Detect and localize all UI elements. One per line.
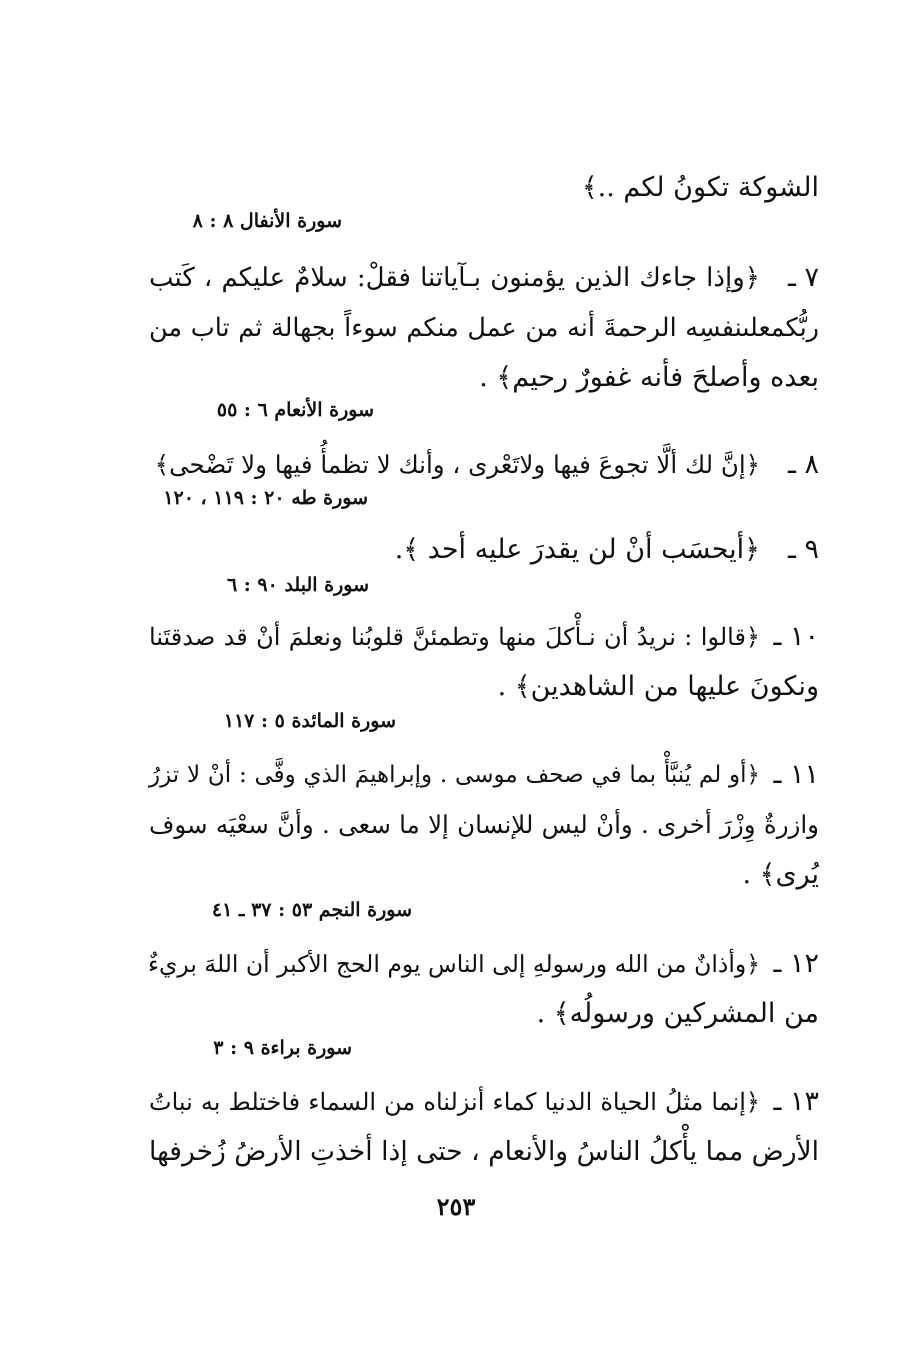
surah-reference: سورة الأنعام ٦ : ٥٥ xyxy=(216,399,374,421)
verse-line: يُرى﴾ . xyxy=(742,859,819,890)
verse-line: ربُّكمعلىنفسِه الرحمةَ أنه من عمل منكم سوءاً بجهالة ثم تاب من xyxy=(149,313,819,343)
verse-line: ﴿إنَّ لك ألَّا تجوعَ فيها ولاتَعْرى ، وأنك لا تظمأُ فيها ولا تَضْحى﴾ xyxy=(154,450,760,479)
page-number: ٢٥٣ xyxy=(436,1192,476,1221)
verse-line: بعده وأصلحَ فأنه غفورٌ رحيم﴾ . xyxy=(479,362,819,393)
verse-line: ﴿أو لم يُنبَّأْ بما في صحف موسى . وإبراهيمَ الذي وفَّى : أنْ لا تزرُ xyxy=(149,762,760,788)
verse-line: من المشركين ورسولُه﴾ . xyxy=(536,998,819,1029)
surah-reference: سورة الأنفال ٨ : ٨ xyxy=(192,210,342,232)
verse-line: ﴿أيحسَب أنْ لن يقدرَ عليه أحد ﴾. xyxy=(394,534,760,565)
verse-line: ﴿إنما مثلُ الحياة الدنيا كماء أنزلناه من السماء فاختلط به نباتُ xyxy=(149,1088,760,1116)
surah-reference: سورة المائدة ٥ : ١١٧ xyxy=(223,710,396,732)
verse-number: ٩ ـ xyxy=(787,534,819,565)
verse-number: ٨ ـ xyxy=(787,449,819,480)
verse-line: ﴿وإذا جاءك الذين يؤمنون بـآياتنا فقلْ: سلامٌ عليكم ، كَتب xyxy=(149,263,760,293)
surah-reference: سورة طه ٢٠ : ١١٩ ، ١٢٠ xyxy=(163,487,368,509)
verse-number: ٧ ـ xyxy=(787,262,819,293)
verse-line: وازرةٌ وِزْرَ أخرى . وأنْ ليس للإنسان إلا ما سعى . وأنَّ سعْيَه سوف xyxy=(149,810,819,839)
verse-line: ﴿وأذانٌ من الله ورسولهِ إلى الناس يوم الحج الأكبر أن اللهَ بريءٌ xyxy=(147,950,760,978)
verse-number: ١٠ ـ xyxy=(773,621,819,652)
surah-reference: سورة النجم ٥٣ : ٣٧ ـ ٤١ xyxy=(211,899,412,921)
verse-number: ١٣ ـ xyxy=(773,1086,819,1117)
verse-line: ونكونَ عليها من الشاهدين﴾ . xyxy=(497,671,819,702)
verse-line: الأرض مما يأْكلُ الناسُ والأنعام ، حتى إذا أخذتِ الأرضُ زُخرفها xyxy=(149,1136,819,1167)
verse-number: ١٢ ـ xyxy=(773,948,819,979)
verse-number: ١١ ـ xyxy=(773,759,819,790)
surah-reference: سورة براءة ٩ : ٣ xyxy=(213,1037,352,1059)
verse-continuation-line: الشوكة تكونُ لكم ..﴾ xyxy=(581,172,819,203)
verse-line: ﴿قالوا : نريدُ أن نـأْكلَ منها وتطمئنَّ قلوبُنا ونعلمَ أنْ قد صدقتَنا xyxy=(149,623,760,651)
surah-reference: سورة البلد ٩٠ : ٦ xyxy=(226,574,369,596)
